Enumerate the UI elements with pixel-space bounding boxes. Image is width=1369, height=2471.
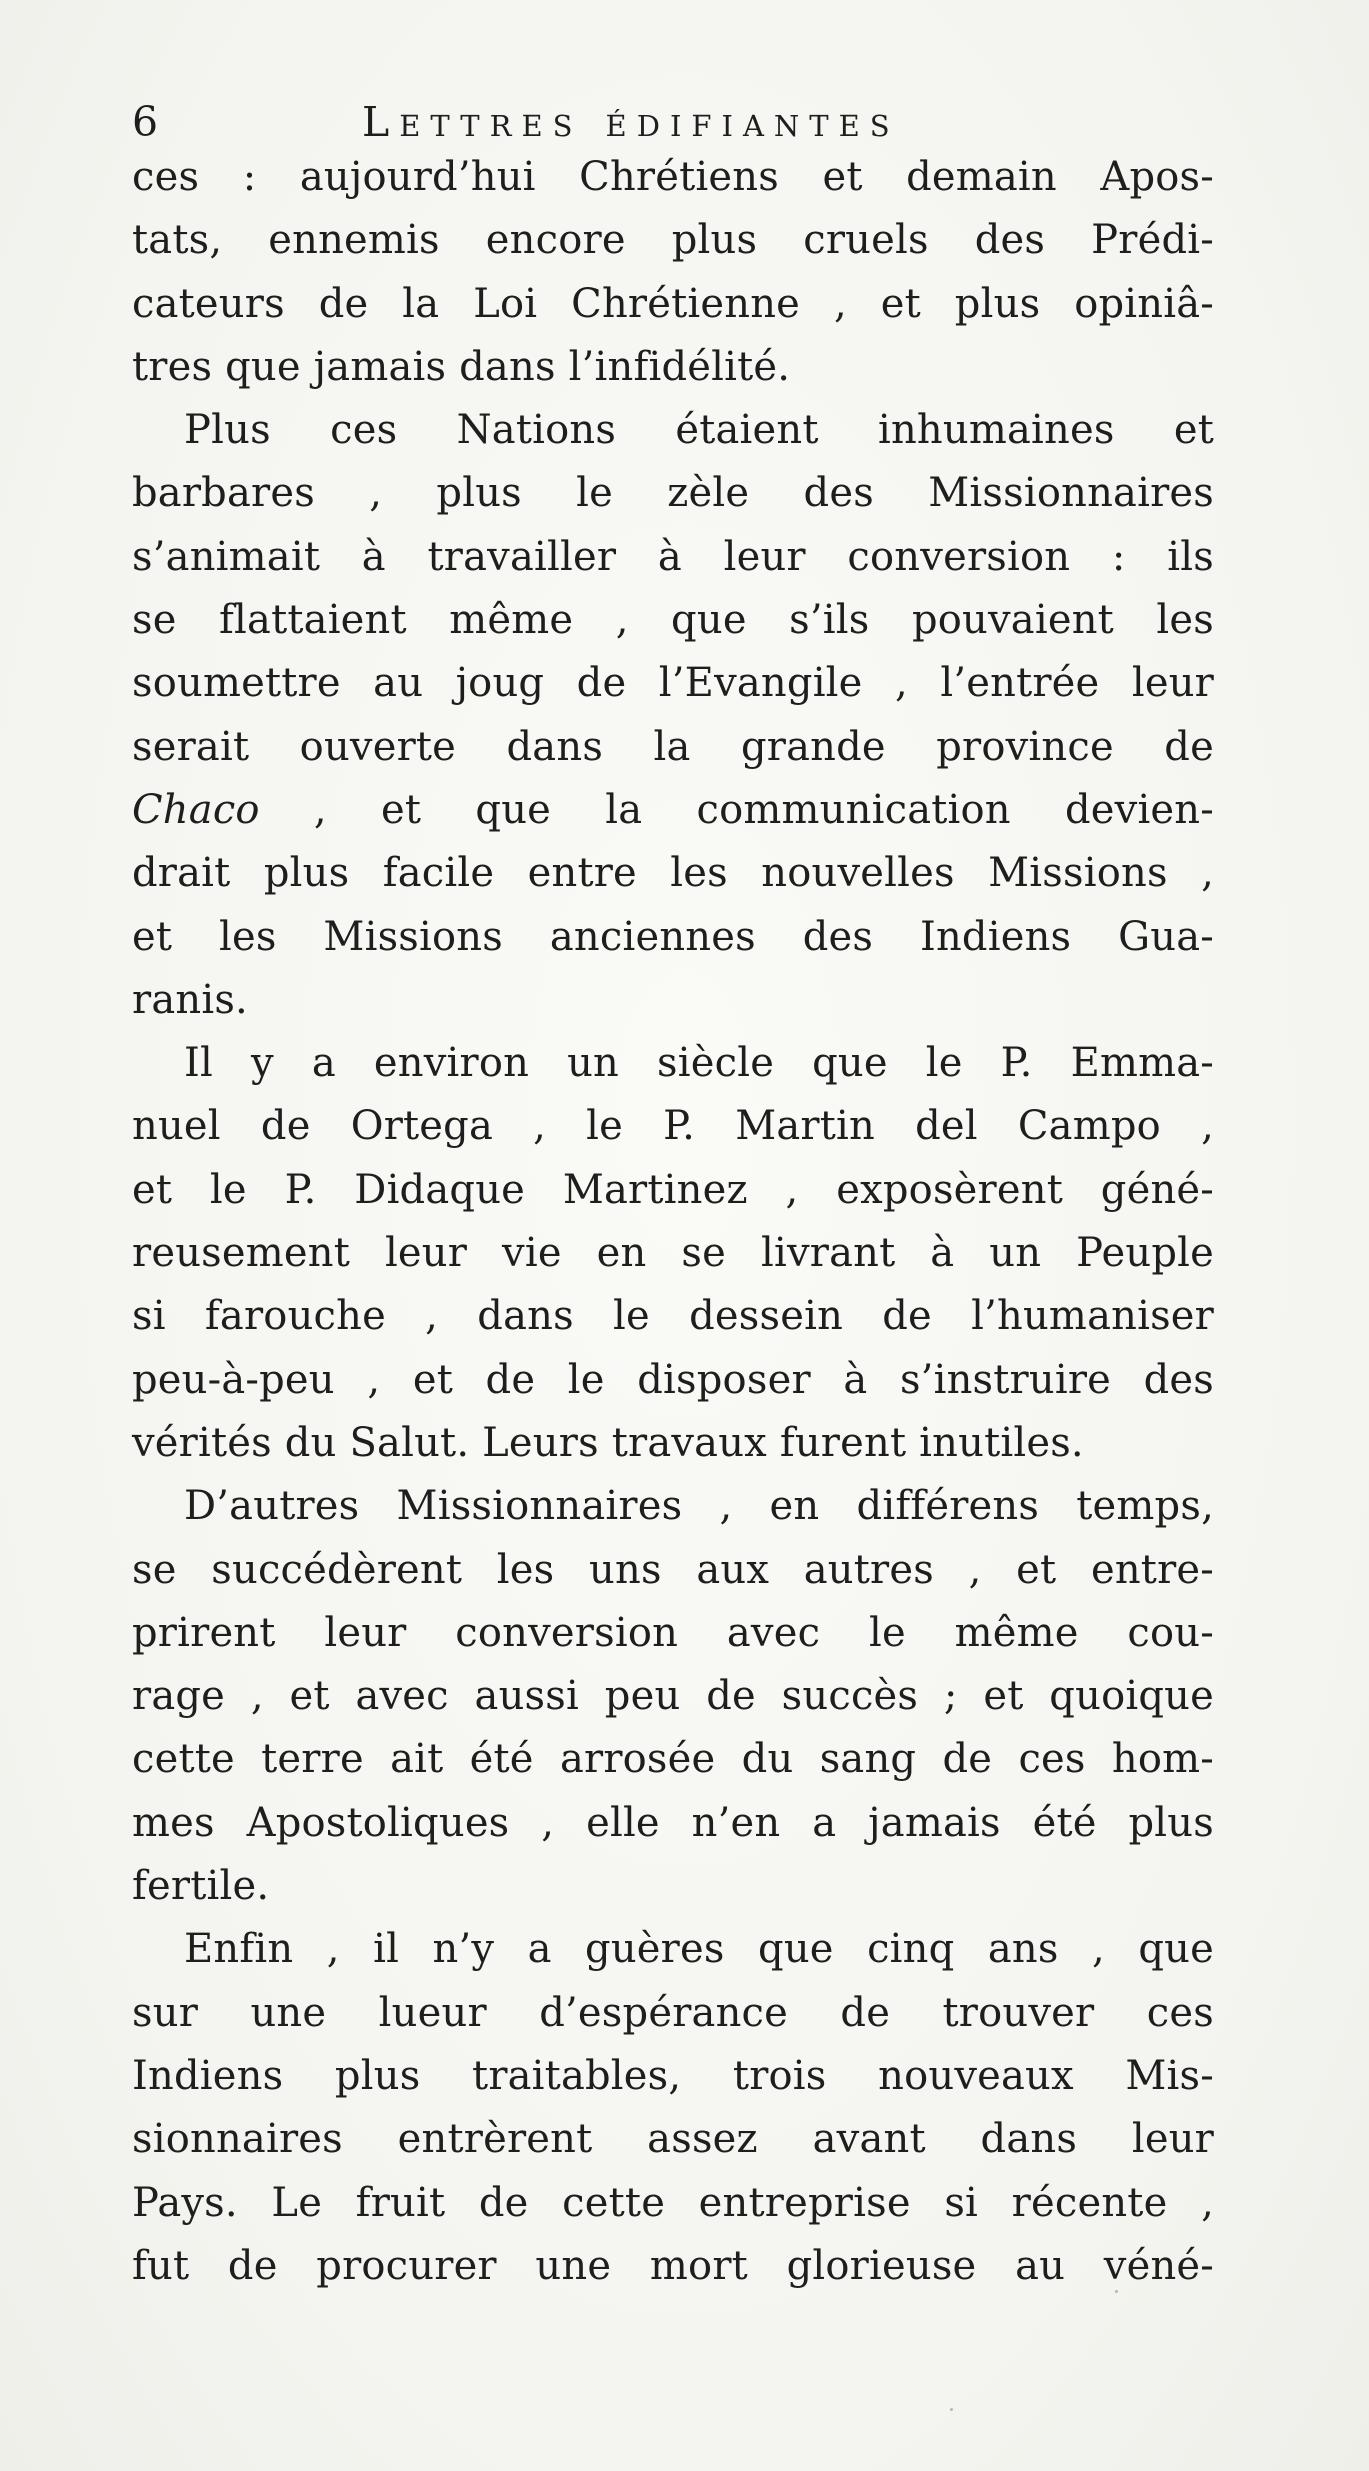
text-line-content: mes Apostoliques , elle n’en a jamais été plus: [132, 1799, 1214, 1846]
text-line: [132, 1285, 1214, 1348]
text-line-content: drait plus facile entre les nouvelles Missions ,: [132, 850, 1214, 897]
italic-place-name: Chaco: [132, 786, 260, 833]
text-line: [132, 1349, 1214, 1412]
text-line-content: sur une lueur d’espérance de trouver ces: [132, 1989, 1214, 2036]
text-line-content: tres que jamais dans l’infidélité.: [132, 343, 791, 390]
text-line: [132, 1412, 1214, 1475]
text-line: [132, 1159, 1214, 1222]
text-line-content: prirent leur conversion avec le même cou-: [132, 1609, 1214, 1656]
text-line-content: vérités du Salut. Leurs travaux furent inutiles.: [132, 1419, 1084, 1466]
page-number: 6: [132, 98, 159, 146]
text-line-content: Pays. Le fruit de cette entreprise si récente ,: [132, 2179, 1214, 2226]
text-line: [132, 589, 1214, 652]
text-line-content: se flattaient même , que s’ils pouvaient les: [132, 597, 1214, 644]
text-line-content: D’autres Missionnaires , en différens temps,: [184, 1483, 1214, 1530]
text-line-content: ces : aujourd’hui Chrétiens et demain Apos-: [132, 154, 1214, 200]
text-line: [132, 906, 1214, 969]
text-line: [132, 209, 1214, 272]
text-line-content: soumettre au joug de l’Evangile , l’entrée leur: [132, 660, 1214, 707]
text-line: [132, 1665, 1214, 1728]
text-line: [132, 1602, 1214, 1665]
text-line-content: Il y a environ un siècle que le P. Emma-: [184, 1040, 1214, 1087]
text-line-content: barbares , plus le zèle des Missionnaires: [132, 470, 1214, 517]
text-line-content: s’animait à travailler à leur conversion : ils: [132, 533, 1214, 580]
text-line: [132, 1982, 1214, 2045]
text-line-content: fertile.: [132, 1863, 270, 1910]
text-line: [132, 526, 1214, 589]
text-line-content: tats, ennemis encore plus cruels des Prédi-: [132, 217, 1214, 264]
text-line-content: sionnaires entrèrent assez avant dans leur: [132, 2116, 1214, 2163]
text-line: [132, 1539, 1214, 1602]
paper-speck: [950, 2408, 953, 2411]
text-line: [132, 652, 1214, 715]
text-line-content: peu-à-peu , et de le disposer à s’instruire des: [132, 1356, 1214, 1403]
text-line-content: et les Missions anciennes des Indiens Gua-: [132, 913, 1214, 960]
text-line: [132, 969, 1214, 1032]
text-line-content: Indiens plus traitables, trois nouveaux Mis-: [132, 2052, 1214, 2099]
text-line: [132, 842, 1214, 905]
text-line-content: se succédèrent les uns aux autres , et entre-: [132, 1546, 1214, 1593]
text-line-content: serait ouverte dans la grande province de: [132, 723, 1214, 770]
text-line: [132, 716, 1214, 779]
text-line-content: fut de procurer une mort glorieuse au véné-: [132, 2242, 1214, 2289]
text-line: [132, 462, 1214, 525]
text-line: [132, 273, 1214, 336]
text-line: [132, 1918, 1214, 1981]
text-line: [132, 1792, 1214, 1855]
text-line: [132, 2045, 1214, 2108]
running-head: Lettres édifiantes: [362, 98, 900, 146]
text-line-content: rage , et avec aussi peu de succès ; et quoique: [132, 1673, 1214, 1720]
text-line-content: reusement leur vie en se livrant à un Peuple: [132, 1230, 1214, 1277]
text-line-content: si farouche , dans le dessein de l’humaniser: [132, 1293, 1214, 1340]
text-line-content: ranis.: [132, 976, 248, 1023]
text-line: [132, 779, 1214, 842]
text-line-content: et le P. Didaque Martinez , exposèrent géné-: [132, 1166, 1214, 1213]
text-line: [132, 1222, 1214, 1285]
text-line-content: cette terre ait été arrosée du sang de ces hom-: [132, 1736, 1214, 1783]
text-line: [132, 1855, 1214, 1918]
text-line: [132, 399, 1214, 462]
text-line: [132, 1475, 1214, 1538]
paper-speck: [1115, 2290, 1118, 2293]
text-line: [132, 1032, 1214, 1095]
text-line: [132, 1728, 1214, 1791]
text-line-content: , et que la communication devien-: [313, 786, 1214, 833]
text-line: [132, 336, 1214, 399]
text-line-content: nuel de Ortega , le P. Martin del Campo ,: [132, 1103, 1214, 1150]
text-line-content: Plus ces Nations étaient inhumaines et: [184, 407, 1214, 454]
text-line-content: Enfin , il n’y a guères que cinq ans , que: [184, 1926, 1214, 1973]
text-line: [132, 2172, 1214, 2235]
text-line: [132, 1095, 1214, 1158]
text-line-content: cateurs de la Loi Chrétienne , et plus opiniâ-: [132, 280, 1214, 327]
text-line: [132, 146, 1214, 209]
paper-speck: [591, 1817, 594, 1820]
body-text: [132, 146, 1214, 2298]
text-line: [132, 2108, 1214, 2171]
text-line: [132, 2235, 1214, 2298]
